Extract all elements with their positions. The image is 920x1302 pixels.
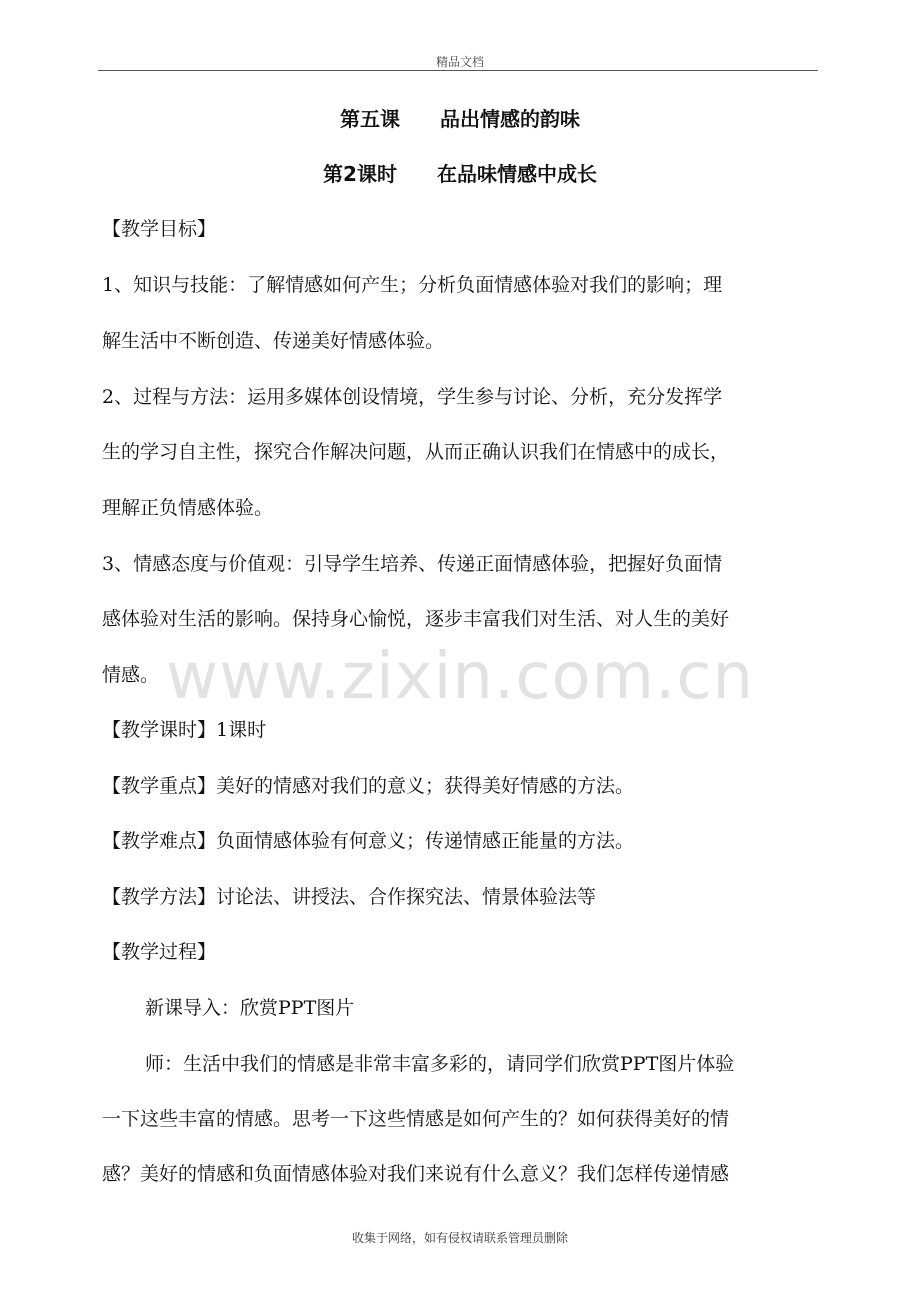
objective-3-line-1: 3、情感态度与价值观：引导学生培养、传递正面情感体验，把握好负面情 [102, 553, 723, 575]
page-footer-label: 收集于网络，如有侵权请联系管理员删除 [351, 1231, 568, 1245]
watermark: www.zixin.com.cn [165, 640, 755, 714]
objective-1-line-2: 解生活中不断创造、传递美好情感体验。 [102, 330, 445, 352]
objective-3-line-3: 情感。 [102, 664, 160, 686]
objective-2-line-1: 2、过程与方法：运用多媒体创设情境，学生参与讨论、分析，充分发挥学 [102, 386, 723, 408]
process-intro: 新课导入：欣赏PPT图片 [145, 997, 355, 1019]
period-title: 第2课时 在品味情感中成长 [323, 162, 597, 186]
objective-2-line-3: 理解正负情感体验。 [102, 497, 274, 519]
key-points: 【教学重点】美好的情感对我们的意义；获得美好情感的方法。 [102, 775, 635, 797]
lesson-title: 第五课 品出情感的韵味 [340, 107, 580, 131]
objective-3-line-2: 感体验对生活的影响。保持身心愉悦，逐步丰富我们对生活、对人生的美好 [102, 608, 730, 630]
teacher-line-1: 师：生活中我们的情感是非常丰富多彩的，请同学们欣赏PPT图片体验 [145, 1053, 735, 1075]
process-heading: 【教学过程】 [102, 941, 217, 963]
teacher-line-3: 感？美好的情感和负面情感体验对我们来说有什么意义？我们怎样传递情感 [102, 1163, 730, 1185]
objective-2-line-2: 生的学习自主性，探究合作解决问题，从而正确认识我们在情感中的成长， [102, 441, 730, 463]
difficulties: 【教学难点】负面情感体验有何意义；传递情感正能量的方法。 [102, 830, 635, 852]
teaching-hours: 【教学课时】1课时 [102, 719, 267, 741]
objective-1-line-1: 1、知识与技能：了解情感如何产生；分析负面情感体验对我们的影响；理 [102, 274, 723, 296]
teaching-methods: 【教学方法】讨论法、讲授法、合作探究法、情景体验法等 [102, 886, 597, 908]
teacher-line-2: 一下这些丰富的情感。思考一下这些情感是如何产生的？如何获得美好的情 [102, 1108, 730, 1130]
header-divider [98, 70, 818, 71]
page-header-label: 精品文档 [435, 55, 484, 69]
objectives-heading: 【教学目标】 [102, 218, 217, 240]
